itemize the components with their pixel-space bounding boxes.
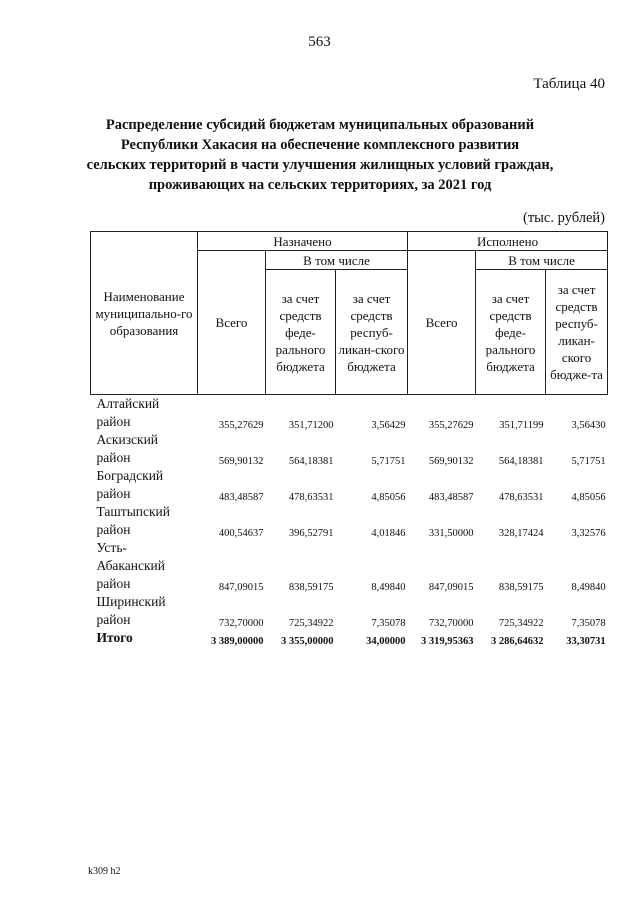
cell-executed-federal: 328,17424	[498, 528, 544, 539]
table-row	[91, 539, 608, 557]
header-executed: Исполнено	[408, 232, 608, 251]
header-assigned-federal: за счет средств феде-рального бюджета	[266, 270, 336, 395]
cell-executed-federal: 838,59175	[498, 582, 544, 593]
table-row	[91, 503, 608, 521]
table-row	[91, 575, 608, 593]
cell-assigned-republic: 4,85056	[371, 492, 406, 503]
cell-executed-federal: 351,71199	[499, 420, 544, 431]
cell-assigned-total: 483,48587	[218, 492, 264, 503]
table-row	[91, 485, 608, 503]
cell-executed-federal: 725,34922	[498, 618, 544, 629]
subsidy-table	[90, 231, 608, 647]
cell-assigned-federal: 351,71200	[288, 420, 334, 431]
table-row	[91, 449, 608, 467]
header-executed-including: В том числе	[476, 251, 608, 270]
row-name-line: Алтайский	[96, 396, 160, 411]
cell-executed-republic: 3,32576	[571, 528, 606, 539]
cell-assigned-republic: 7,35078	[371, 618, 406, 629]
cell-assigned-total: 3 389,00000	[211, 636, 264, 647]
row-name-line: Ширинский	[96, 594, 166, 609]
row-name-line: район	[96, 486, 131, 501]
cell-assigned-republic: 34,00000	[366, 636, 406, 647]
cell-assigned-federal: 725,34922	[288, 618, 334, 629]
header-assigned-including: В том числе	[266, 251, 408, 270]
row-name-line: район	[96, 576, 131, 591]
table-row	[91, 395, 608, 414]
row-name-line: Таштыпский	[96, 504, 170, 519]
title-line: Республики Хакасия на обеспечение комплексного развития	[120, 137, 520, 153]
cell-executed-total: 355,27629	[428, 420, 474, 431]
title-line: сельских территорий в части улучшения жилищных условий граждан,	[86, 157, 554, 173]
cell-executed-republic: 8,49840	[571, 582, 606, 593]
cell-assigned-republic: 4,01846	[371, 528, 406, 539]
header-assigned-republic: за счет средств респуб-ликан-ского бюджета	[336, 270, 408, 395]
cell-assigned-total: 847,09015	[218, 582, 264, 593]
cell-assigned-federal: 838,59175	[288, 582, 334, 593]
cell-executed-total: 483,48587	[428, 492, 474, 503]
row-name-line: Аскизский	[96, 432, 159, 447]
cell-executed-total: 3 319,95363	[421, 636, 474, 647]
table-row	[91, 467, 608, 485]
cell-assigned-republic: 5,71751	[371, 456, 406, 467]
row-name-line: Боградский	[96, 468, 164, 483]
row-name-line: район	[96, 414, 131, 429]
cell-executed-total: 569,90132	[428, 456, 474, 467]
cell-assigned-federal: 564,18381	[288, 456, 334, 467]
cell-assigned-total: 355,27629	[218, 420, 264, 431]
cell-executed-republic: 7,35078	[571, 618, 606, 629]
cell-assigned-federal: 478,63531	[288, 492, 334, 503]
row-name-line: район	[96, 450, 131, 465]
cell-assigned-federal: 3 355,00000	[281, 636, 334, 647]
table-label: Таблица 40	[533, 76, 605, 92]
table-title	[70, 115, 570, 195]
row-name-line: Абаканский	[96, 558, 165, 573]
cell-executed-total: 331,50000	[428, 528, 474, 539]
cell-executed-republic: 5,71751	[571, 456, 606, 467]
row-name-line: район	[96, 522, 131, 537]
table-row	[91, 431, 608, 449]
cell-executed-republic: 33,30731	[566, 636, 606, 647]
cell-executed-republic: 4,85056	[571, 492, 606, 503]
cell-assigned-federal: 396,52791	[288, 528, 334, 539]
row-name-line: Усть-	[96, 540, 127, 555]
cell-executed-republic: 3,56430	[571, 420, 606, 431]
table-row	[91, 557, 608, 575]
header-name: Наименование муниципально-го образования	[91, 232, 198, 395]
title-line: проживающих на сельских территориях, за 2021 год	[148, 177, 492, 193]
total-label: Итого	[96, 630, 133, 645]
cell-assigned-total: 732,70000	[218, 618, 264, 629]
header-executed-total: Всего	[408, 251, 476, 395]
table-row	[91, 593, 608, 611]
cell-executed-federal: 478,63531	[498, 492, 544, 503]
cell-assigned-republic: 3,56429	[371, 420, 406, 431]
units-label: (тыс. рублей)	[523, 210, 605, 226]
header-executed-federal: за счет средств феде-рального бюджета	[476, 270, 546, 395]
table-row	[91, 413, 608, 431]
cell-assigned-republic: 8,49840	[371, 582, 406, 593]
page-number: 563	[308, 34, 331, 50]
cell-executed-total: 732,70000	[428, 618, 474, 629]
total-row	[91, 629, 608, 647]
cell-assigned-total: 400,54637	[218, 528, 264, 539]
row-name-line: район	[96, 612, 131, 627]
cell-executed-federal: 564,18381	[498, 456, 544, 467]
title-line: Распределение субсидий бюджетам муниципальных образований	[105, 117, 535, 133]
cell-executed-total: 847,09015	[428, 582, 474, 593]
footer-code: k309 h2	[88, 866, 121, 877]
cell-assigned-total: 569,90132	[218, 456, 264, 467]
cell-executed-federal: 3 286,64632	[491, 636, 544, 647]
header-assigned-total: Всего	[198, 251, 266, 395]
table-row	[91, 611, 608, 629]
header-assigned: Назначено	[198, 232, 408, 251]
header-executed-republic: за счет средств респуб-ликан-ского бюдже-та	[546, 270, 608, 395]
table-row	[91, 521, 608, 539]
